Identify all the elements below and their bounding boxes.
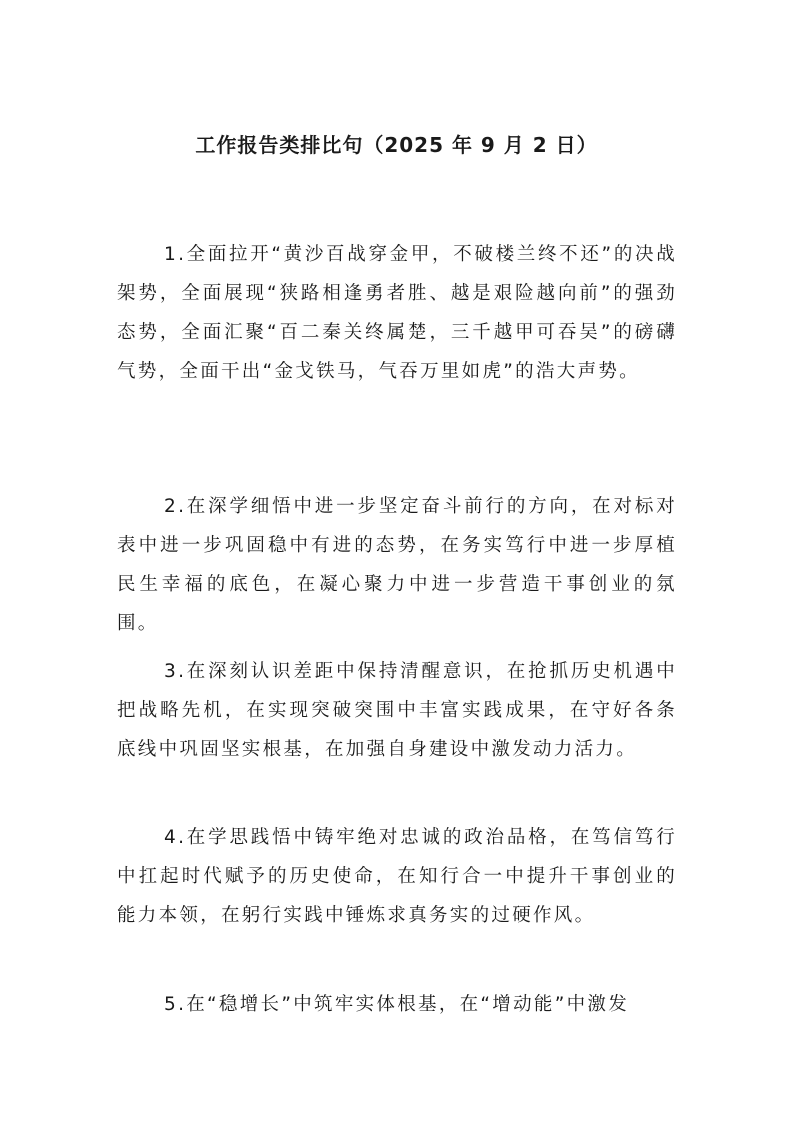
paragraph-4: 4.在学思践悟中铸牢绝对忠诚的政治品格，在笃信笃行中扛起时代赋予的历史使命，在知行合一中提升干事创业的能力本领，在躬行实践中锤炼求真务实的过硬作风。 — [117, 827, 677, 926]
paragraph-2: 2.在深学细悟中进一步坚定奋斗前行的方向，在对标对表中进一步巩固稳中有进的态势，在务实笃行中进一步厚植民生幸福的底色，在凝心聚力中进一步营造干事创业的氛围。 — [117, 496, 677, 634]
paragraph-3: 3.在深刻认识差距中保持清醒意识，在抢抓历史机遇中把战略先机，在实现突破突围中丰富实践成果，在守好各条底线中巩固坚实根基，在加强自身建设中激发动力活力。 — [117, 661, 677, 760]
document-title: 工作报告类排比句（2025 年 9 月 2 日） — [195, 133, 598, 157]
paragraph-5: 5.在“稳增长”中筑牢实体根基，在“增动能”中激发 — [164, 994, 629, 1015]
paragraph-1: 1.全面拉开“黄沙百战穿金甲，不破楼兰终不还”的决战架势，全面展现“狭路相逢勇者胜、越是艰险越向前”的强劲态势，全面汇聚“百二秦关终属楚，三千越甲可吞吴”的磅礴气势，全面干出“金戈铁马，气吞万里如虎”的浩大声势。 — [117, 244, 677, 382]
